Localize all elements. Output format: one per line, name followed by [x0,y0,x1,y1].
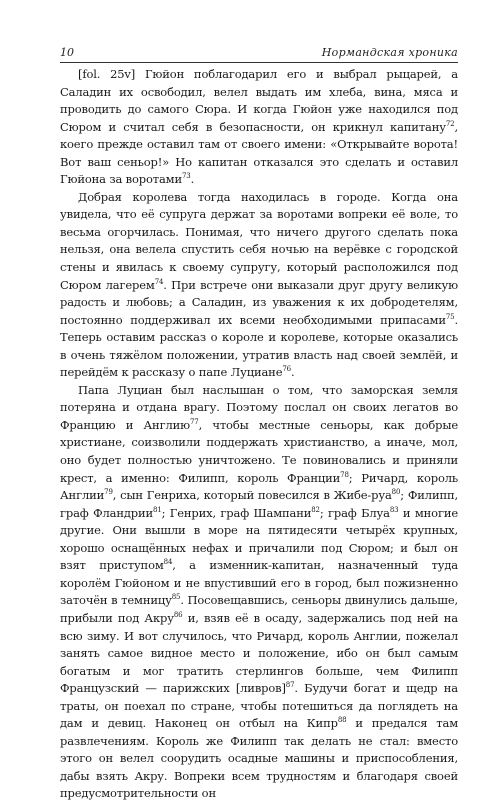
text-run: и, взяв её в осаду, задержались под ней на всю зиму. И вот случилось, что Ричард, король Англии, пожелал занять самое видное место и положение, ибо он был самым богатым и мог тратить стерлингов больше, чем Филипп Французский — парижских [ливров] [60,610,459,696]
footnote-marker: 87 [285,681,295,690]
footnote-marker: 79 [104,488,113,497]
footnote-marker: 80 [391,488,401,497]
text-run: . Посовещавшись, сеньоры двинулись дальше, прибыли под Акру [60,593,458,625]
footnote-marker: 83 [389,505,399,514]
text-run: , чтобы местные сеньоры, как добрые христиане, соизволили поддержать христианство, а иначе, мол, оно будет полностью уничтожено. Те повиновались и приняли крест, а именно: Филипп, король Франции [60,417,458,485]
footnote-marker: 76 [282,365,291,374]
paragraph [60,66,458,189]
text-run: . Теперь оставим рассказ о короле и королеве, которые оказались в очень тяжёлом положении, утратив власть над своей землёй, и перейдём к рассказу о папе Луциане [60,312,458,380]
footnote-marker: 73 [182,172,191,181]
text-run: , коего прежде оставил там от своего имени: «Открывайте ворота! Вот ваш сеньор!» Но капитан отказался это сделать и оставил Гюйона за воротами [60,119,458,187]
running-head [60,46,458,59]
text-run: , сын Генриха, который повесился в Жибе-руа [112,488,392,503]
text-run: , а изменник-капитан, назначенный туда королём Гюйоном и не впустивший его в город, был пожизненно заточён в темницу [60,558,458,608]
text-run: ; граф Блуа [319,505,390,520]
text-run: . При встрече они выказали друг другу великую радость и любовь; а Саладин, из уважения к их добродетелям, постоянно поддерживал их всеми необходимыми припасами [60,277,458,327]
footnote-marker: 88 [337,716,347,725]
footnote-marker: 82 [311,505,320,514]
text-run: ; Филипп, граф Фландрии [60,488,458,520]
header-rule [60,62,458,63]
running-title: Нормандская хроника [321,46,458,59]
footnote-marker: 77 [190,418,199,427]
footnote-marker: 74 [154,277,164,286]
text-run: и многие другие. Они вышли в море на пятидесяти четырёх крупных, хорошо оснащённых нефах и причалили под Сюром; и был он взят приступом [60,505,458,573]
text-run: ; Ричард, король Англии [60,470,458,503]
footnote-marker: 78 [340,470,349,479]
paragraph [60,189,458,382]
text-run: Папа Луциан был наслышан о том, что заморская земля потеряна и отдана врагу. Поэтому послал он своих легатов во Францию и Англию [60,382,458,432]
text-run: [fol. 25v] Гюйон поблагодарил его и выбрал рыцарей, а Саладин их освободил, велел выдать им хлеба, вина, мяса и проводить до самого Сюра. И когда Гюйон уже находился под Сюром и считал себя в безопасности, он крикнул капитану [60,67,458,134]
text-run: Добрая королева тогда находилась в городе. Когда она увидела, что её супруга держат за воротами вопреки её воле, то весьма огорчилась. Понимая, что ничего другого сделать пока нельзя, она велела спустить себя ночью на верёвке с городской стены и явилась к своему супругу, который расположился под Сюром лагерем [60,189,458,292]
text-run: . [290,365,295,380]
footnote-marker: 81 [153,505,162,514]
body-text [60,66,458,803]
footnote-marker: 75 [445,312,455,321]
footnote-marker: 86 [173,611,183,620]
text-run: . [190,172,195,187]
footnote-marker: 85 [171,593,181,602]
text-run: . Будучи богат и щедр на траты, он поехал по стране, чтобы потешиться да поглядеть на дам и девиц. Наконец он отбыл на Кипр [60,681,458,731]
text-run: и предался там развлечениям. Король же Филипп так делать не стал: вместо этого он велел соорудить осадные машины и приспособления, дабы взять Акру. Вопреки всем трудностям и благодаря своей предусмотрительности он [60,716,458,801]
paragraph [60,382,458,803]
footnote-marker: 72 [445,119,455,128]
page-number: 10 [60,46,74,59]
footnote-marker: 84 [163,558,173,567]
text-run: ; Генрих, граф Шампани [161,505,312,520]
